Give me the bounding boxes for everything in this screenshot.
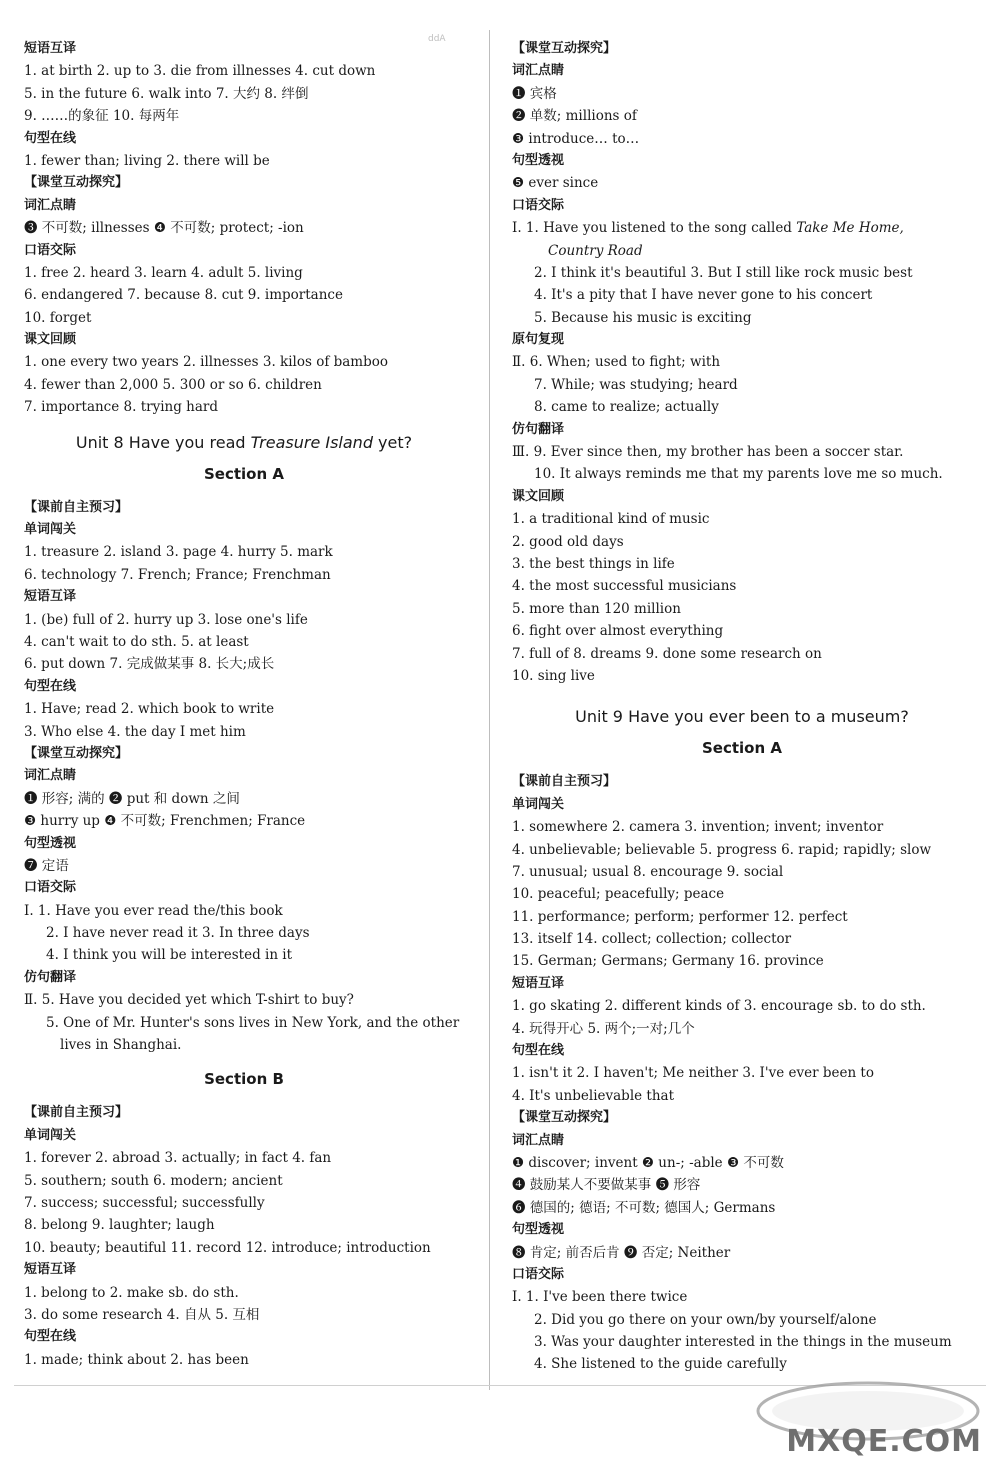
song-title-cont: Country Road	[548, 242, 643, 259]
book-title: Treasure Island	[250, 432, 373, 452]
unit8-section-a-title: Section A	[204, 464, 284, 483]
heading-sentence-online: 句型在线	[24, 678, 77, 694]
answer-line: 13. itself 14. collect; collection; collector	[512, 931, 792, 948]
answer-line: 2. Did you go there on your own/by yourself/alone	[534, 1311, 877, 1328]
answer-line: 10. forget	[24, 309, 92, 326]
answer-line: 1. made; think about 2. has been	[24, 1351, 249, 1368]
left-column	[24, 38, 464, 1371]
right-column	[512, 38, 972, 1376]
heading-sentence-pattern: 句型透视	[512, 1222, 565, 1238]
heading-preview: 【课前自主预习】	[24, 1105, 129, 1121]
heading-text-review: 课文回顾	[24, 332, 77, 348]
answer-line: 8. belong 9. laughter; laugh	[24, 1217, 215, 1234]
answer-line: 6. endangered 7. because 8. cut 9. importance	[24, 287, 343, 304]
column-divider	[489, 30, 490, 1390]
heading-original-sentence: 原句复现	[512, 332, 565, 348]
answer-line: 10. It always reminds me that my parents love me so much.	[534, 466, 943, 483]
answer-line: 6. technology 7. French; France; Frenchman	[24, 566, 331, 583]
answer-line: 2. good old days	[512, 533, 624, 550]
heading-vocab-focus: 词汇点睛	[24, 768, 77, 784]
heading-phrase-translation: 短语互译	[24, 1262, 77, 1278]
heading-words: 单词闯关	[24, 1127, 77, 1143]
answer-line: 4. She listened to the guide carefully	[534, 1356, 787, 1373]
heading-preview: 【课前自主预习】	[24, 499, 129, 515]
answer-line: 15. German; Germans; Germany 16. province	[512, 953, 824, 970]
answer-line: 3. Was your daughter interested in the things in the museum	[534, 1334, 952, 1351]
answer-line: 4. can't wait to do sth. 5. at least	[24, 633, 249, 650]
top-mark: ddA	[428, 34, 446, 44]
watermark-text: MXQE.COM	[786, 1424, 982, 1459]
answer-line: 4. It's unbelievable that	[512, 1087, 675, 1104]
answer-line: Ⅰ. 1. Have you listened to the song called Take Me Home,	[512, 220, 904, 237]
answer-line: 1. somewhere 2. camera 3. invention; invent; inventor	[512, 819, 884, 836]
unit8-title: Unit 8 Have you read Treasure Island yet?	[75, 432, 413, 452]
answer-line: 3. do some research 4. 自从 5. 互相	[24, 1306, 260, 1323]
answer-line: 1. go skating 2. different kinds of 3. encourage sb. to do sth.	[512, 998, 926, 1015]
answer-line: 10. beauty; beautiful 11. record 12. introduce; introduction	[24, 1239, 431, 1256]
answer-line: 8. came to realize; actually	[534, 399, 719, 416]
answer-line: ❽ 肯定; 前否后肯 ❾ 否定; Neither	[512, 1244, 731, 1261]
answer-line: ❹ 鼓励某人不要做某事 ❺ 形容	[512, 1177, 701, 1194]
answer-line: ❸ hurry up ❹ 不可数; Frenchmen; France	[24, 813, 306, 830]
answer-line: 1. one every two years 2. illnesses 3. kilos of bamboo	[24, 354, 388, 371]
answer-line: 2. I have never read it 3. In three days	[46, 925, 310, 942]
answer-line: ❼ 定语	[24, 857, 69, 874]
answer-line: 5. southern; south 6. modern; ancient	[24, 1172, 283, 1189]
answer-line: 11. performance; perform; performer 12. perfect	[512, 908, 848, 925]
answer-line: 7. full of 8. dreams 9. done some research on	[512, 645, 822, 662]
answer-line: 7. While; was studying; heard	[534, 376, 738, 393]
answer-line: Ⅲ. 9. Ever since then, my brother has been a soccer star.	[512, 444, 904, 461]
answer-line: 3. Who else 4. the day I met him	[24, 723, 246, 740]
heading-sentence-online: 句型在线	[512, 1043, 565, 1059]
answer-line: 6. put down 7. 完成做某事 8. 长大;成长	[24, 656, 275, 673]
answer-line: ❻ 德国的; 德语; 不可数; 德国人; Germans	[512, 1199, 776, 1216]
answer-line: Ⅰ. 1. Have you ever read the/this book	[24, 902, 283, 919]
heading-text-review: 课文回顾	[512, 488, 565, 504]
heading-imitate-translation: 仿句翻译	[24, 969, 77, 985]
heading-phrase-translation: 短语互译	[24, 41, 77, 56]
heading-vocab-focus: 词汇点睛	[24, 197, 77, 213]
heading-oral: 口语交际	[24, 880, 77, 896]
heading-oral: 口语交际	[24, 242, 77, 258]
heading-phrase-translation: 短语互译	[512, 975, 565, 991]
heading-vocab-focus: 词汇点睛	[512, 63, 565, 79]
heading-class-exploration: 【课堂互动探究】	[24, 745, 129, 761]
answer-line: 9. ……的象征 10. 每两年	[24, 108, 180, 125]
song-title: Take Me Home,	[796, 220, 904, 237]
answer-line: ❺ ever since	[512, 175, 599, 192]
answer-line: ❶ 宾格	[512, 85, 557, 102]
answer-line: 1. isn't it 2. I haven't; Me neither 3. I've ever been to	[512, 1065, 874, 1082]
answer-line: 5. more than 120 million	[512, 600, 681, 617]
answer-line: Ⅱ. 5. Have you decided yet which T-shirt to buy?	[24, 992, 354, 1009]
heading-class-exploration: 【课堂互动探究】	[24, 175, 129, 191]
heading-sentence-online: 句型在线	[24, 1329, 77, 1345]
heading-words: 单词闯关	[24, 522, 77, 538]
answer-line: 1. fewer than; living 2. there will be	[24, 152, 270, 169]
unit8-section-b-title: Section B	[204, 1070, 284, 1089]
answer-line: Ⅱ. 6. When; used to fight; with	[512, 354, 721, 371]
heading-oral: 口语交际	[512, 197, 565, 213]
answer-line: ❶ 形容; 满的 ❷ put 和 down 之间	[24, 790, 240, 807]
heading-class-exploration: 【课堂互动探究】	[512, 1110, 617, 1126]
answer-line	[512, 240, 972, 262]
answer-line: 5. Because his music is exciting	[534, 309, 752, 326]
heading-sentence-online: 句型在线	[24, 130, 77, 146]
answer-line: 4. the most successful musicians	[512, 578, 737, 595]
answer-line: 5. One of Mr. Hunter's sons lives in New York, and the other	[46, 1014, 460, 1031]
answer-line: 1. Have; read 2. which book to write	[24, 701, 275, 718]
answer-line: 4. 玩得开心 5. 两个;一对;几个	[512, 1020, 695, 1037]
answer-line: Ⅰ. 1. I've been there twice	[512, 1289, 688, 1306]
answer-line: ❸ 不可数; illnesses ❹ 不可数; protect; -ion	[24, 220, 304, 237]
answer-line: 7. success; successful; successfully	[24, 1194, 265, 1211]
answer-line: 1. a traditional kind of music	[512, 511, 710, 528]
heading-sentence-pattern: 句型透视	[24, 835, 77, 851]
answer-line: 5. in the future 6. walk into 7. 大约 8. 绊倒	[24, 85, 309, 102]
answer-line: 4. It's a pity that I have never gone to his concert	[534, 287, 873, 304]
answer-line: 1. free 2. heard 3. learn 4. adult 5. living	[24, 264, 303, 281]
answer-line: 1. treasure 2. island 3. page 4. hurry 5. mark	[24, 544, 333, 561]
answer-line: 7. importance 8. trying hard	[24, 399, 218, 416]
heading-phrase-translation: 短语互译	[24, 589, 77, 605]
answer-line: 10. sing live	[512, 667, 595, 684]
answer-line: 6. fight over almost everything	[512, 623, 724, 640]
answer-line: ❶ discover; invent ❷ un-; -able ❸ 不可数	[512, 1154, 784, 1171]
heading-words: 单词闯关	[512, 796, 565, 812]
heading-vocab-focus: 词汇点睛	[512, 1132, 565, 1148]
answer-line: 1. (be) full of 2. hurry up 3. lose one's life	[24, 611, 308, 628]
heading-class-exploration: 【课堂互动探究】	[512, 41, 617, 56]
heading-oral: 口语交际	[512, 1266, 565, 1282]
answer-line: 4. fewer than 2,000 5. 300 or so 6. children	[24, 376, 322, 393]
answer-line: 3. the best things in life	[512, 555, 675, 572]
answer-line: ❷ 单数; millions of	[512, 108, 637, 125]
answer-line: 4. unbelievable; believable 5. progress 6. rapid; rapidly; slow	[512, 841, 932, 858]
heading-preview: 【课前自主预习】	[512, 774, 617, 790]
answer-line: ❸ introduce… to…	[512, 130, 640, 147]
answer-line: 1. at birth 2. up to 3. die from illnesses 4. cut down	[24, 63, 376, 80]
answer-line: lives in Shanghai.	[60, 1037, 182, 1054]
answer-line: 10. peaceful; peacefully; peace	[512, 886, 725, 903]
heading-imitate-translation: 仿句翻译	[512, 421, 565, 437]
answer-line: 2. I think it's beautiful 3. But I still like rock music best	[534, 264, 913, 281]
answer-line: 1. forever 2. abroad 3. actually; in fact 4. fan	[24, 1150, 332, 1167]
answer-line: 7. unusual; usual 8. encourage 9. social	[512, 863, 784, 880]
answer-line: 1. belong to 2. make sb. do sth.	[24, 1284, 239, 1301]
unit9-section-a-title: Section A	[702, 739, 782, 758]
answer-line: 4. I think you will be interested in it	[46, 947, 293, 964]
heading-sentence-pattern: 句型透视	[512, 152, 565, 168]
unit9-title: Unit 9 Have you ever been to a museum?	[575, 707, 909, 727]
